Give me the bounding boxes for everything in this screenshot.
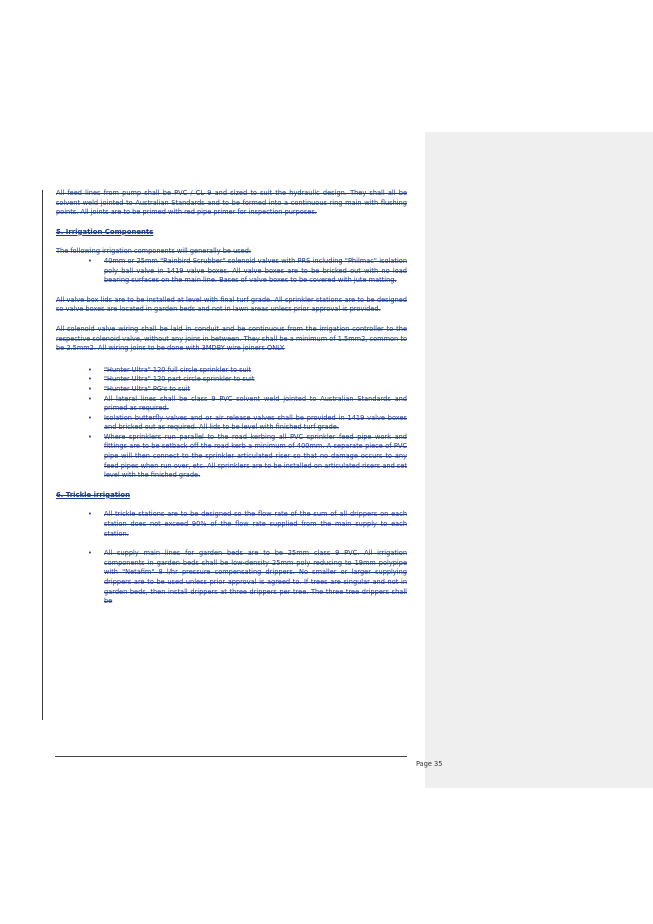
change-bar bbox=[42, 190, 43, 720]
list-item: • "Hunter Ultra" PG's to suit bbox=[104, 385, 407, 395]
list-item: • "Hunter Ultra" 120 part circle sprinkler to suit bbox=[104, 375, 407, 385]
list-item: • All trickle stations are to be designed so the flow rate of the sum of all drippers on each station does not exceed 90% of the flow rate supplied from the main supply to each station. bbox=[104, 510, 407, 539]
intro-paragraph: All feed lines from pump shall be PVC / CL 9 and sized to suit the hydraulic design. They shall all be solvent weld jointed to Australian Standards and to be formed into a continuous ring main with flushing points. All joints are to be primed with red pipe primer for inspection purposes. bbox=[56, 189, 407, 217]
section-5-lead: The following irrigation components will generally be used: bbox=[56, 247, 252, 256]
list-item: • All lateral lines shall be class 9 PVC solvent weld jointed to Australian Standards and primed as required. bbox=[104, 395, 407, 414]
footer-rule bbox=[55, 756, 407, 757]
list-item: • 40mm or 25mm "Rainbird Scrubber" solenoid valves with PRS including "Philmac" isolation poly ball valve in 1419 valve boxes. All valve boxes are to be bricked out with no load bearing surfaces on the main line. Bases of valve boxes to be covered with jute matting. bbox=[104, 257, 407, 286]
section-6-list bbox=[56, 510, 407, 539]
comment-pane bbox=[425, 132, 653, 788]
section-5-component-list bbox=[56, 366, 407, 481]
solenoid-wiring-paragraph: All solenoid valve wiring shall be laid in conduit and be continuous from the irrigation controller to the respective solenoid valve, without any joins in between. They shall be a minimum of 1.5mm2, common to be 2.5mm2. All wiring joins to be done with 3MDBY wire joiners ONLY. bbox=[56, 324, 407, 353]
list-item: • Isolation butterfly valves and or air release valves shall be provided in 1419 valve boxes and bricked out as required. All lids to be level with finished turf grade. bbox=[104, 414, 407, 433]
section-6-heading: 6. Trickle irrigation bbox=[56, 490, 131, 499]
page-number: Page 35 bbox=[416, 760, 443, 768]
list-item: • Where sprinklers run parallel to the road kerbing all PVC sprinkler feed pipe work and fittings are to be setback off the road kerb a minimum of 400mm. A separate piece of PVC pipe will then connect to the sprinkler articulated riser so that no damage occurs to any feed pipes when run over, etc. All sprinklers are to be installed on articulated risers and set level with the finished grade. bbox=[104, 433, 407, 481]
valve-box-lid-paragraph: All valve box lids are to be installed at level with final turf grade. All sprinkler stations are to be designed so valve boxes are located in garden beds and not in lawn areas unless prior approval is provided. bbox=[56, 295, 407, 314]
section-5-first-list bbox=[56, 257, 407, 286]
list-item: • All supply main lines for garden beds are to be 25mm class 9 PVC. All irrigation components in garden beds shall be low-density 25mm poly reducing to 19mm polypipe with "Netafim" 8 l/hr pressure compensating drippers. No smaller or larger supplying drippers are to be used unless prior approval is agreed to. If trees are singular and not in garden beds, then install drippers at three drippers per tree. The three tree drippers shall be bbox=[104, 549, 407, 607]
document-body bbox=[56, 189, 407, 607]
section-5-heading: 5. Irrigation Components bbox=[56, 227, 154, 236]
section-6-list-continued bbox=[56, 549, 407, 607]
list-item: • "Hunter Ultra" 120 full circle sprinkler to suit bbox=[104, 366, 407, 376]
